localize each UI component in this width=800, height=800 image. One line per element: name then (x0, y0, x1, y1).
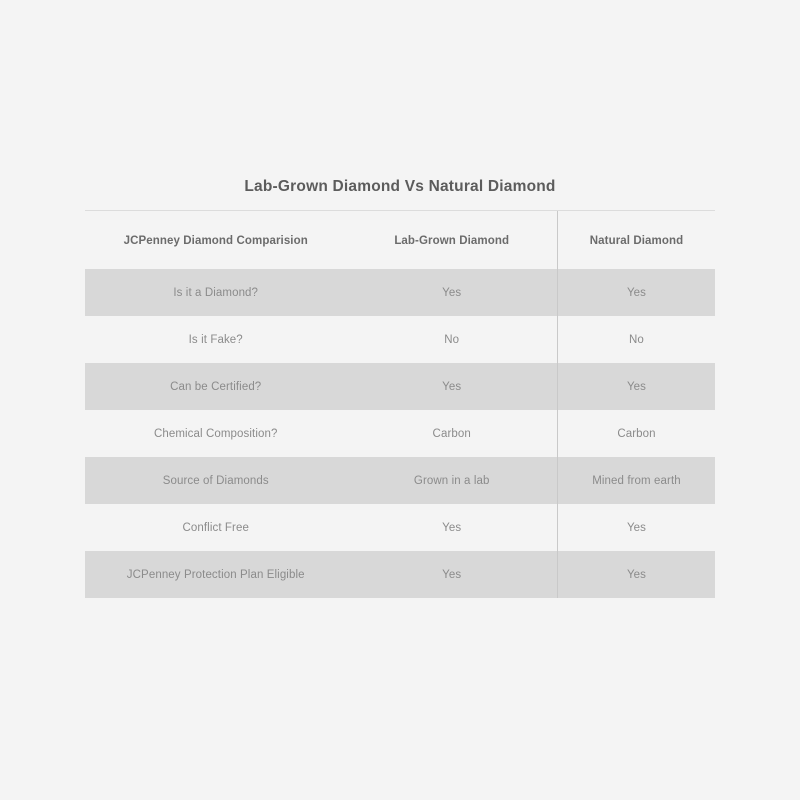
table-header-row (85, 211, 715, 269)
comparison-table (85, 211, 715, 598)
row-label: Conflict Free (85, 504, 346, 551)
comparison-table-container (85, 178, 715, 598)
table-row (85, 363, 715, 410)
cell-lab-grown: Yes (346, 551, 557, 598)
cell-natural: Mined from earth (557, 457, 715, 504)
row-label: Is it a Diamond? (85, 269, 346, 316)
table-row (85, 551, 715, 598)
row-label: JCPenney Protection Plan Eligible (85, 551, 346, 598)
cell-natural: Yes (557, 269, 715, 316)
row-label: Is it Fake? (85, 316, 346, 363)
cell-natural: Yes (557, 363, 715, 410)
cell-natural: Yes (557, 551, 715, 598)
row-label: Can be Certified? (85, 363, 346, 410)
cell-lab-grown: Carbon (346, 410, 557, 457)
column-header-lab-grown: Lab-Grown Diamond (346, 211, 557, 269)
column-header-natural: Natural Diamond (557, 211, 715, 269)
table-row (85, 269, 715, 316)
cell-lab-grown: Yes (346, 269, 557, 316)
cell-lab-grown: Grown in a lab (346, 457, 557, 504)
cell-natural: Yes (557, 504, 715, 551)
cell-lab-grown: Yes (346, 363, 557, 410)
cell-lab-grown: No (346, 316, 557, 363)
row-label: Chemical Composition? (85, 410, 346, 457)
cell-natural: Carbon (557, 410, 715, 457)
page-title: Lab-Grown Diamond Vs Natural Diamond (85, 178, 715, 211)
table-row (85, 504, 715, 551)
cell-lab-grown: Yes (346, 504, 557, 551)
table-body (85, 269, 715, 598)
row-label: Source of Diamonds (85, 457, 346, 504)
cell-natural: No (557, 316, 715, 363)
table-row (85, 457, 715, 504)
table-row (85, 410, 715, 457)
table-row (85, 316, 715, 363)
column-header-feature: JCPenney Diamond Comparision (85, 211, 346, 269)
